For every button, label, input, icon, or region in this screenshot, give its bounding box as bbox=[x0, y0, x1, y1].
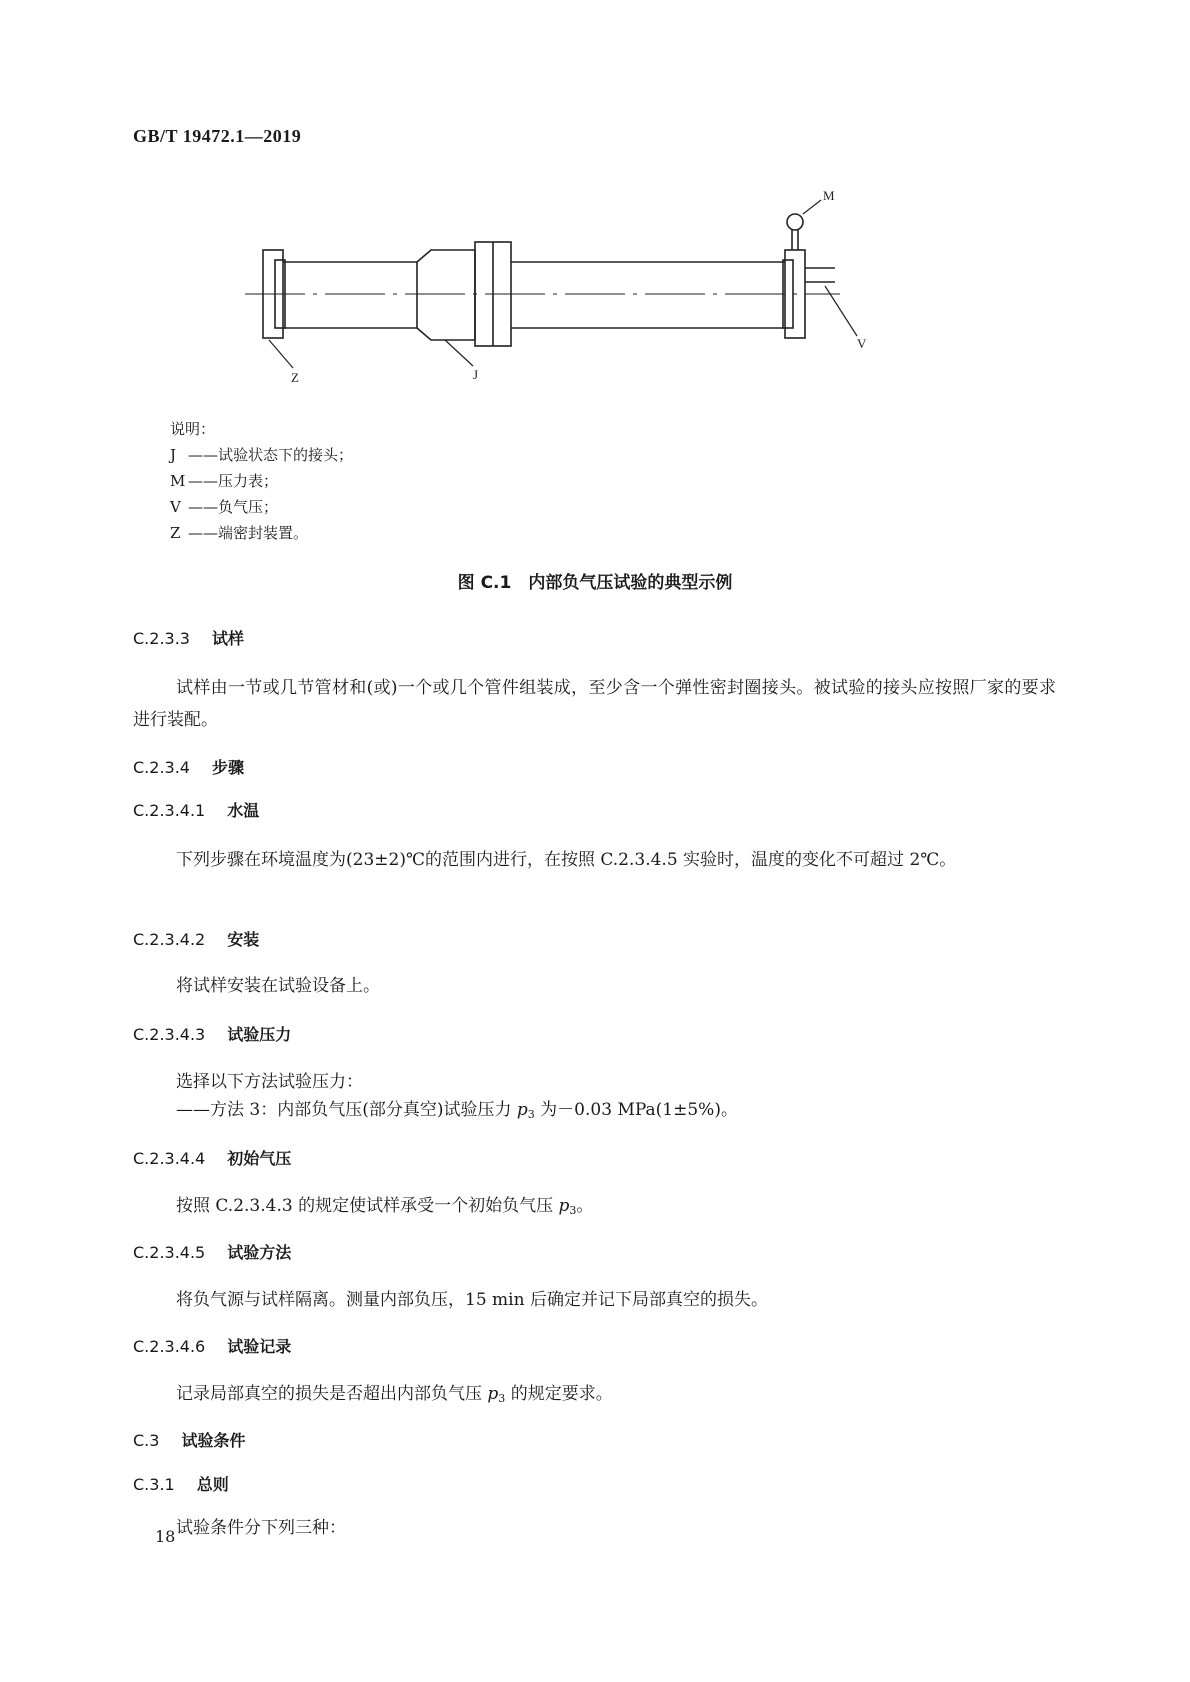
legend-item: Z ——端密封装置。 bbox=[170, 524, 309, 542]
legend-item: M ——压力表； bbox=[170, 472, 279, 490]
paragraph: 试验条件分下列三种： bbox=[176, 1518, 346, 1538]
paragraph: ——方法 3：内部负气压(部分真空)试验压力 $p_3$ 为－0.03 MPa(1±5%)。 bbox=[176, 1100, 738, 1121]
section-heading: C.2.3.3 试样 bbox=[133, 629, 244, 648]
page-number: 18 bbox=[155, 1527, 176, 1546]
paragraph: 选择以下方法试验压力： bbox=[176, 1072, 363, 1092]
section-heading: C.3 试验条件 bbox=[133, 1431, 246, 1450]
label-J: J bbox=[473, 367, 479, 382]
paragraph: 按照 C.2.3.4.3 的规定使试样承受一个初始负气压 $p_3$。 bbox=[176, 1196, 594, 1217]
section-heading: C.2.3.4.3 试验压力 bbox=[133, 1025, 292, 1044]
section-heading: C.2.3.4.5 试验方法 bbox=[133, 1243, 292, 1262]
legend-title: 说明： bbox=[170, 420, 216, 438]
paragraph: 将负气源与试样隔离。测量内部负压，15 min 后确定并记下局部真空的损失。 bbox=[176, 1290, 768, 1310]
label-V: V bbox=[857, 336, 867, 351]
section-heading: C.3.1 总则 bbox=[133, 1475, 229, 1494]
figure-diagram bbox=[245, 190, 925, 415]
standard-code: GB/T 19472.1—2019 bbox=[133, 126, 302, 146]
pipe-socket bbox=[417, 250, 475, 340]
section-heading: C.2.3.4.2 安装 bbox=[133, 930, 260, 949]
section-heading: C.2.3.4.4 初始气压 bbox=[133, 1149, 292, 1168]
paragraph: 试样由一节或几节管材和(或)一个或几个管件组装成，至少含一个弹性密封圈接头。被试验的接头应按照厂家的要求进行装配。 bbox=[133, 678, 1056, 730]
figure-caption: 图 C.1 内部负气压试验的典型示例 bbox=[457, 573, 733, 593]
section-heading: C.2.3.4 步骤 bbox=[133, 758, 244, 777]
figure-legend bbox=[170, 416, 353, 546]
pressure-gauge bbox=[787, 214, 803, 230]
section-heading: C.2.3.4.1 水温 bbox=[133, 801, 260, 820]
label-M: M bbox=[823, 190, 835, 203]
paragraph: 将试样安装在试验设备上。 bbox=[176, 976, 380, 996]
paragraph: 记录局部真空的损失是否超出内部负气压 $p_3$ 的规定要求。 bbox=[176, 1384, 613, 1405]
legend-item: J ——试验状态下的接头； bbox=[170, 446, 354, 464]
label-Z: Z bbox=[291, 370, 299, 385]
legend-item: V ——负气压； bbox=[170, 498, 279, 516]
paragraph: 下列步骤在环境温度为(23±2)℃的范围内进行，在按照 C.2.3.4.5 实验时，温度的变化不可超过 2℃。 bbox=[176, 850, 957, 870]
section-heading: C.2.3.4.6 试验记录 bbox=[133, 1337, 292, 1356]
